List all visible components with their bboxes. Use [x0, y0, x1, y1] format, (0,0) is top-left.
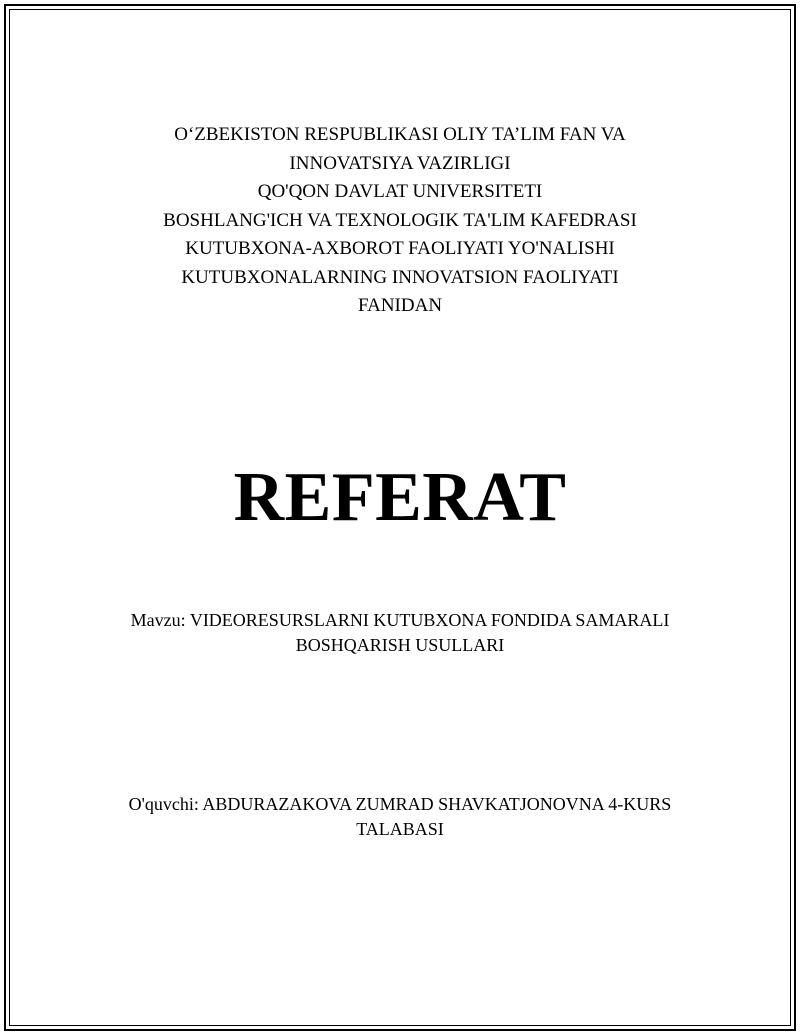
institution-header: [0, 121, 800, 321]
topic-line-2: BOSHQARISH USULLARI: [295, 635, 505, 655]
topic-line-1: Mavzu: VIDEORESURSLARNI KUTUBXONA FONDIDA SAMARALI: [130, 610, 670, 630]
header-line-university: QO'QON DAVLAT UNIVERSITETI: [257, 181, 543, 202]
header-line-specialty: KUTUBXONA-AXBOROT FAOLIYATI YO'NALISHI: [185, 238, 615, 259]
student-block: [0, 792, 800, 842]
header-line-subject-suffix: FANIDAN: [357, 295, 443, 316]
student-line-2: TALABASI: [356, 819, 444, 839]
header-line-ministry-1: O‘ZBEKISTON RESPUBLIKASI OLIY TA’LIM FAN VA: [174, 124, 626, 145]
student-line-1: O'quvchi: ABDURAZAKOVA ZUMRAD SHAVKATJONOVNA 4-KURS: [128, 794, 672, 814]
topic-block: [0, 608, 800, 658]
header-line-department: BOSHLANG'ICH VA TEXNOLOGIK TA'LIM KAFEDRASI: [163, 209, 637, 231]
header-line-subject: KUTUBXONALARNING INNOVATSION FAOLIYATI: [181, 266, 619, 288]
header-line-ministry-2: INNOVATSIYA VAZIRLIGI: [289, 152, 511, 174]
document-title: REFERAT: [233, 459, 567, 536]
